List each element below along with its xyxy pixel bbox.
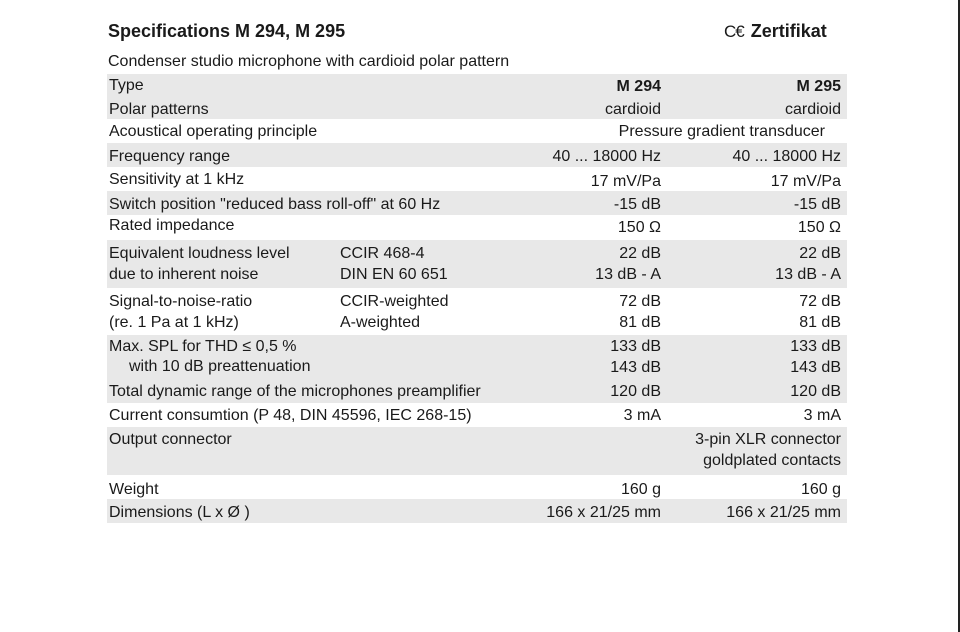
value-m295-sensitivity: 17 mV/Pa bbox=[770, 173, 841, 190]
row-current-consumption bbox=[107, 403, 847, 427]
row-type bbox=[107, 74, 847, 97]
row-dimensions bbox=[107, 499, 847, 523]
sub-snr-ccir: CCIR-weighted bbox=[340, 293, 449, 310]
label-spl: Max. SPL for THD ≤ 0,5 % bbox=[109, 338, 297, 355]
row-switch-position bbox=[107, 191, 847, 215]
value-m294-weight: 160 g bbox=[620, 481, 661, 498]
value-m294-frequency: 40 ... 18000 Hz bbox=[552, 148, 661, 165]
row-loudness-level bbox=[107, 240, 847, 288]
label-weight: Weight bbox=[109, 481, 159, 498]
value-m295-snr-2: 81 dB bbox=[799, 314, 841, 331]
value-m294-dynamic: 120 dB bbox=[610, 383, 661, 400]
value-m295-spl-1: 133 dB bbox=[790, 338, 841, 355]
row-sensitivity bbox=[107, 167, 847, 191]
value-m295-loudness-1: 22 dB bbox=[799, 245, 841, 262]
value-m294-impedance: 150 Ω bbox=[617, 219, 661, 236]
sub-snr-a: A-weighted bbox=[340, 314, 421, 331]
label-loudness-line1: Equivalent loudness level bbox=[109, 245, 290, 262]
certificate-heading bbox=[724, 21, 827, 42]
label-snr-line1: Signal-to-noise-ratio bbox=[109, 293, 253, 310]
value-connector-type: 3-pin XLR connector bbox=[695, 431, 841, 448]
value-m294-sensitivity: 17 mV/Pa bbox=[590, 173, 661, 190]
value-m295-frequency: 40 ... 18000 Hz bbox=[732, 148, 841, 165]
label-type: Type bbox=[109, 77, 144, 94]
value-m294-polar: cardioid bbox=[604, 101, 661, 118]
value-connector bbox=[695, 429, 841, 471]
value-m295-weight: 160 g bbox=[800, 481, 841, 498]
value-m294-spl bbox=[610, 336, 661, 378]
value-m295-dynamic: 120 dB bbox=[790, 383, 841, 400]
label-current: Current consumtion (P 48, DIN 45596, IEC 268-15) bbox=[109, 407, 472, 424]
value-m294-loudness-2: 13 dB - A bbox=[595, 266, 661, 283]
page-title: Specifications M 294, M 295 bbox=[108, 21, 346, 41]
value-m294-snr bbox=[619, 291, 661, 333]
label-sensitivity: Sensitivity at 1 kHz bbox=[109, 171, 245, 188]
label-spl-preattenuation: with 10 dB preattenuation bbox=[129, 358, 311, 375]
row-polar-patterns bbox=[107, 97, 847, 119]
value-m294-snr-2: 81 dB bbox=[619, 314, 661, 331]
sub-loudness-ccir: CCIR 468-4 bbox=[340, 245, 425, 262]
value-connector-contacts: goldplated contacts bbox=[703, 452, 841, 469]
label-principle: Acoustical operating principle bbox=[109, 123, 318, 140]
row-rated-impedance bbox=[107, 215, 847, 240]
row-dynamic-range bbox=[107, 379, 847, 403]
value-m295-polar: cardioid bbox=[784, 101, 841, 118]
value-m295-current: 3 mA bbox=[803, 407, 841, 424]
label-polar: Polar patterns bbox=[109, 101, 209, 118]
sub-loudness-din: DIN EN 60 651 bbox=[340, 266, 448, 283]
value-m295-snr-1: 72 dB bbox=[799, 293, 841, 310]
label-impedance: Rated impedance bbox=[109, 217, 235, 234]
value-principle: Pressure gradient transducer bbox=[618, 123, 825, 140]
value-m294-switch: -15 dB bbox=[613, 196, 661, 213]
label-frequency: Frequency range bbox=[109, 148, 230, 165]
label-dimensions: Dimensions (L x Ø ) bbox=[109, 504, 250, 521]
value-m295-spl bbox=[790, 336, 841, 378]
row-output-connector bbox=[107, 427, 847, 475]
value-m295-loudness bbox=[775, 243, 841, 285]
row-frequency-range bbox=[107, 143, 847, 167]
label-switch: Switch position "reduced bass roll-off" at 60 Hz bbox=[109, 196, 441, 213]
value-m294-snr-1: 72 dB bbox=[619, 293, 661, 310]
value-m295-switch: -15 dB bbox=[793, 196, 841, 213]
label-snr bbox=[109, 291, 252, 333]
header-m294: M 294 bbox=[616, 78, 661, 95]
value-m295-snr bbox=[799, 291, 841, 333]
sub-snr bbox=[340, 291, 448, 333]
header-m295: M 295 bbox=[796, 78, 841, 95]
label-connector: Output connector bbox=[109, 431, 232, 448]
ce-mark-icon: C€ bbox=[724, 22, 744, 41]
row-operating-principle bbox=[107, 119, 847, 143]
row-weight bbox=[107, 475, 847, 499]
value-m295-spl-2: 143 dB bbox=[790, 359, 841, 376]
label-loudness bbox=[109, 243, 290, 285]
value-m295-loudness-2: 13 dB - A bbox=[775, 266, 841, 283]
value-m294-current: 3 mA bbox=[623, 407, 661, 424]
row-max-spl bbox=[107, 335, 847, 379]
sub-loudness bbox=[340, 243, 448, 285]
value-m295-dimensions: 166 x 21/25 mm bbox=[726, 504, 841, 521]
label-dynamic: Total dynamic range of the microphones preamplifier bbox=[109, 383, 481, 400]
value-m295-impedance: 150 Ω bbox=[797, 219, 841, 236]
specifications-table bbox=[107, 74, 847, 523]
certificate-label: Zertifikat bbox=[750, 21, 827, 41]
row-signal-to-noise bbox=[107, 288, 847, 335]
value-m294-spl-2: 143 dB bbox=[610, 359, 661, 376]
page-subtitle: Condenser studio microphone with cardioid polar pattern bbox=[108, 53, 510, 70]
label-loudness-line2: due to inherent noise bbox=[109, 266, 259, 283]
value-m294-spl-1: 133 dB bbox=[610, 338, 661, 355]
value-m294-loudness bbox=[595, 243, 661, 285]
value-m294-dimensions: 166 x 21/25 mm bbox=[546, 504, 661, 521]
label-snr-line2: (re. 1 Pa at 1 kHz) bbox=[109, 314, 239, 331]
value-m294-loudness-1: 22 dB bbox=[619, 245, 661, 262]
